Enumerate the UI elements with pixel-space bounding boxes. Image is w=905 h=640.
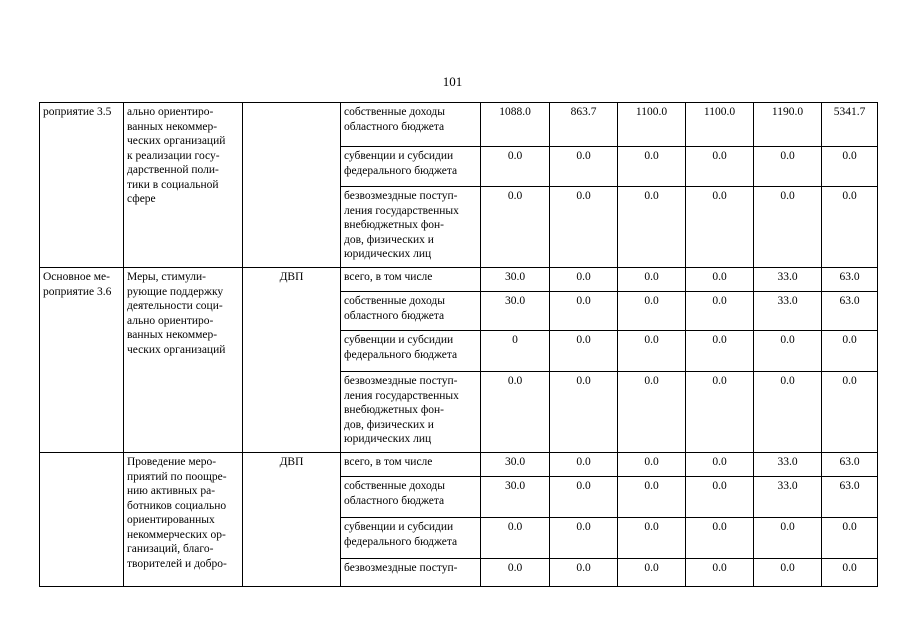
amount-cell: 0.0 <box>481 559 550 587</box>
amount-cell: 0.0 <box>481 187 550 268</box>
amount-cell: 0.0 <box>618 147 686 187</box>
amount-cell: 33.0 <box>754 268 822 292</box>
amount-cell: 0.0 <box>481 518 550 559</box>
amount-cell: 0.0 <box>686 518 754 559</box>
measure-cell: роприятие 3.5 <box>40 103 124 268</box>
funding-source-cell: субвенции и субсидии федерального бюджета <box>341 331 481 372</box>
amount-cell: 0.0 <box>618 477 686 518</box>
amount-cell: 0.0 <box>550 453 618 477</box>
amount-cell: 0.0 <box>822 559 878 587</box>
program-cell: Меры, стимули- рующие поддержку деятельности соци- ально ориентиро- ванных некоммер- ческих организаций <box>124 268 243 453</box>
amount-cell: 0.0 <box>822 372 878 453</box>
amount-cell: 0.0 <box>822 518 878 559</box>
executor-cell: ДВП <box>243 268 341 453</box>
amount-cell: 0.0 <box>550 187 618 268</box>
amount-cell: 33.0 <box>754 477 822 518</box>
program-cell: Проведение меро- приятий по поощре- нию активных ра- ботников социально ориентированных некоммерческих ор- ганизаций, благо- творителей и добро- <box>124 453 243 587</box>
amount-cell: 0.0 <box>754 147 822 187</box>
amount-cell: 0.0 <box>481 147 550 187</box>
measure-cell <box>40 453 124 587</box>
amount-cell: 0.0 <box>686 187 754 268</box>
measure-cell: Основное ме- роприятие 3.6 <box>40 268 124 453</box>
amount-cell: 33.0 <box>754 292 822 331</box>
amount-cell: 0.0 <box>618 292 686 331</box>
amount-cell: 0.0 <box>754 372 822 453</box>
amount-cell: 1088.0 <box>481 103 550 147</box>
funding-source-cell: субвенции и субсидии федерального бюджета <box>341 518 481 559</box>
amount-cell: 0.0 <box>754 518 822 559</box>
amount-cell: 5341.7 <box>822 103 878 147</box>
amount-cell: 0.0 <box>686 268 754 292</box>
executor-cell <box>243 103 341 268</box>
amount-cell: 0.0 <box>618 372 686 453</box>
table-row <box>40 103 878 147</box>
amount-cell: 0.0 <box>686 147 754 187</box>
amount-cell: 0 <box>481 331 550 372</box>
amount-cell: 0.0 <box>618 187 686 268</box>
funding-source-cell: безвозмездные поступ- ления государственных внебюджетных фон- дов, физических и юридических лиц <box>341 372 481 453</box>
amount-cell: 63.0 <box>822 292 878 331</box>
amount-cell: 0.0 <box>686 453 754 477</box>
amount-cell: 63.0 <box>822 477 878 518</box>
funding-source-cell: собственные доходы областного бюджета <box>341 292 481 331</box>
amount-cell: 0.0 <box>686 559 754 587</box>
amount-cell: 0.0 <box>550 331 618 372</box>
amount-cell: 0.0 <box>822 147 878 187</box>
amount-cell: 0.0 <box>550 147 618 187</box>
amount-cell: 0.0 <box>822 187 878 268</box>
amount-cell: 63.0 <box>822 453 878 477</box>
amount-cell: 1100.0 <box>618 103 686 147</box>
program-cell: ально ориентиро- ванных некоммер- ческих организаций к реализации госу- дарственной поли- тики в социальной сфере <box>124 103 243 268</box>
amount-cell: 63.0 <box>822 268 878 292</box>
funding-source-cell: безвозмездные поступ- ления государственных внебюджетных фон- дов, физических и юридических лиц <box>341 187 481 268</box>
amount-cell: 0.0 <box>550 268 618 292</box>
amount-cell: 0.0 <box>618 518 686 559</box>
amount-cell: 0.0 <box>686 372 754 453</box>
page-number: 101 <box>442 74 463 89</box>
amount-cell: 30.0 <box>481 477 550 518</box>
funding-source-cell: собственные доходы областного бюджета <box>341 103 481 147</box>
amount-cell: 0.0 <box>618 559 686 587</box>
amount-cell: 0.0 <box>550 292 618 331</box>
executor-cell: ДВП <box>243 453 341 587</box>
amount-cell: 0.0 <box>822 331 878 372</box>
amount-cell: 0.0 <box>754 559 822 587</box>
funding-source-cell: безвозмездные поступ- <box>341 559 481 587</box>
amount-cell: 0.0 <box>550 518 618 559</box>
table-row <box>40 453 878 477</box>
funding-source-cell: всего, в том числе <box>341 268 481 292</box>
amount-cell: 30.0 <box>481 292 550 331</box>
amount-cell: 0.0 <box>550 477 618 518</box>
amount-cell: 30.0 <box>481 453 550 477</box>
budget-table <box>39 102 878 587</box>
amount-cell: 0.0 <box>754 187 822 268</box>
amount-cell: 1190.0 <box>754 103 822 147</box>
amount-cell: 0.0 <box>550 559 618 587</box>
amount-cell: 863.7 <box>550 103 618 147</box>
amount-cell: 0.0 <box>754 331 822 372</box>
amount-cell: 0.0 <box>618 453 686 477</box>
table-row <box>40 268 878 292</box>
funding-source-cell: собственные доходы областного бюджета <box>341 477 481 518</box>
amount-cell: 0.0 <box>618 331 686 372</box>
amount-cell: 0.0 <box>550 372 618 453</box>
amount-cell: 0.0 <box>481 372 550 453</box>
amount-cell: 30.0 <box>481 268 550 292</box>
amount-cell: 1100.0 <box>686 103 754 147</box>
amount-cell: 33.0 <box>754 453 822 477</box>
amount-cell: 0.0 <box>686 292 754 331</box>
amount-cell: 0.0 <box>686 331 754 372</box>
funding-source-cell: всего, в том числе <box>341 453 481 477</box>
amount-cell: 0.0 <box>686 477 754 518</box>
funding-source-cell: субвенции и субсидии федерального бюджета <box>341 147 481 187</box>
amount-cell: 0.0 <box>618 268 686 292</box>
